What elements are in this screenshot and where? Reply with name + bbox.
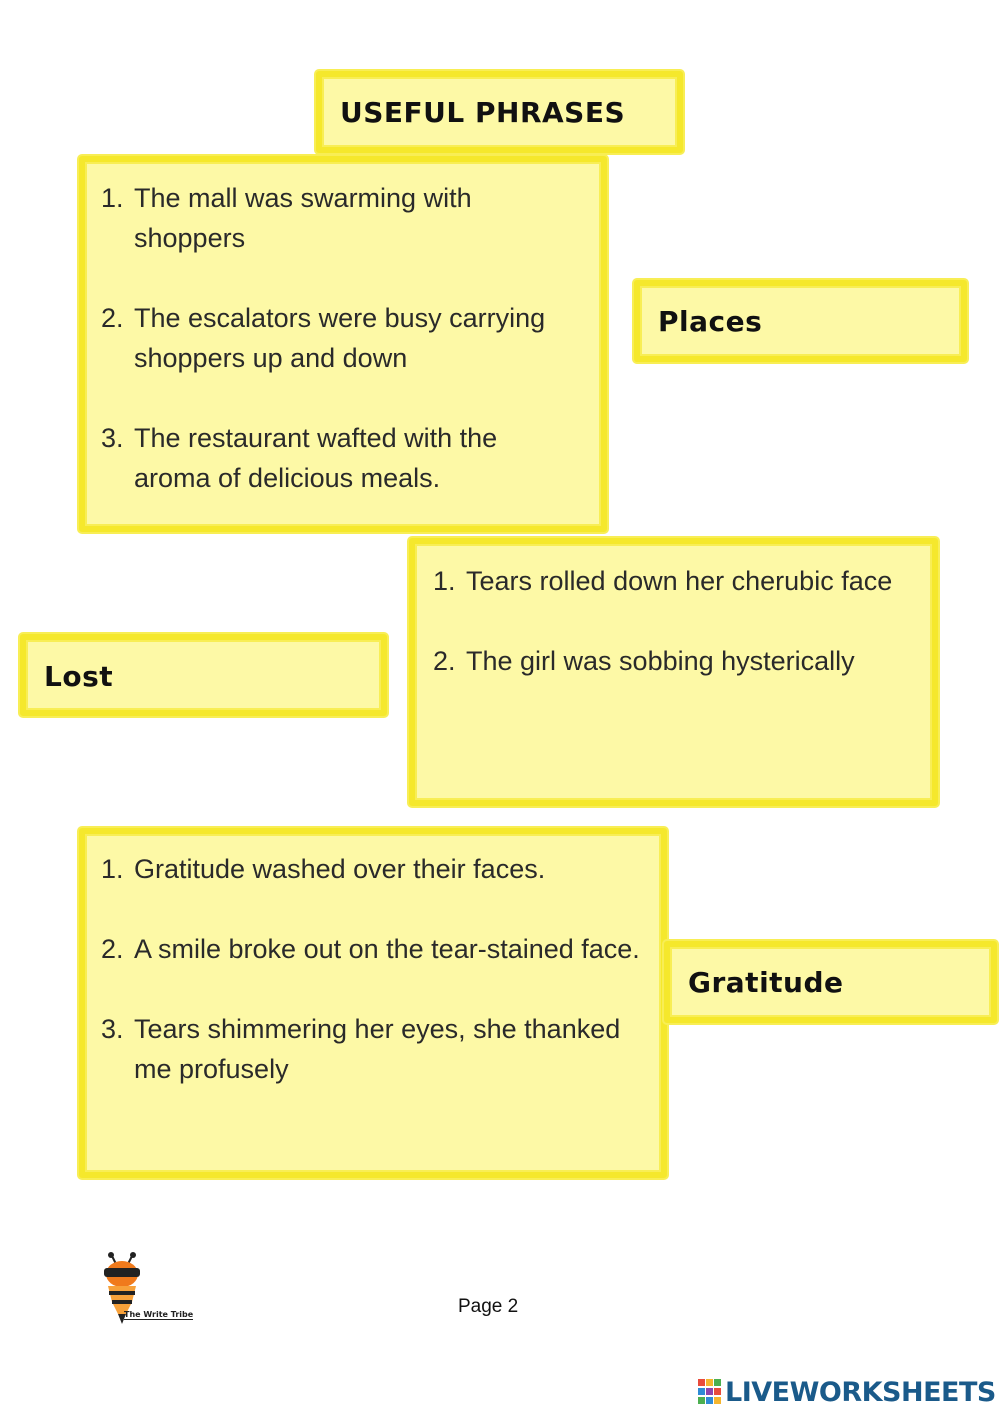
gratitude-label: Gratitude [688,966,844,999]
list-item: 1. Gratitude washed over their faces. [101,854,546,884]
places-label: Places [658,305,763,338]
list-item: 2. The girl was sobbing hysterically [433,646,855,676]
list-item: 3. Tears shimmering her eyes, she thanked me profusely [101,1014,621,1084]
page-number: Page 2 [458,1296,519,1317]
lost-phrase-list [433,561,913,721]
page-title: USEFUL PHRASES [340,96,626,129]
gratitude-phrase-list [101,849,641,1129]
logo-text: The Write Tribe [124,1310,194,1319]
lost-label: Lost [44,660,114,693]
list-item: 2. The escalators were busy carrying shoppers up and down [101,303,546,373]
list-item: 3. The restaurant wafted with the aroma of delicious meals. [101,423,498,493]
places-phrase-list [101,178,581,538]
list-item: 2. A smile broke out on the tear-stained face. [101,934,640,964]
logo [98,1250,208,1326]
brand-text: LIVEWORKSHEETS [725,1376,996,1408]
list-item: 1. The mall was swarming with shoppers [101,183,472,253]
liveworksheets-brand [698,1377,996,1407]
list-item: 1. Tears rolled down her cherubic face [433,566,893,596]
liveworksheets-logo-icon [698,1379,722,1405]
